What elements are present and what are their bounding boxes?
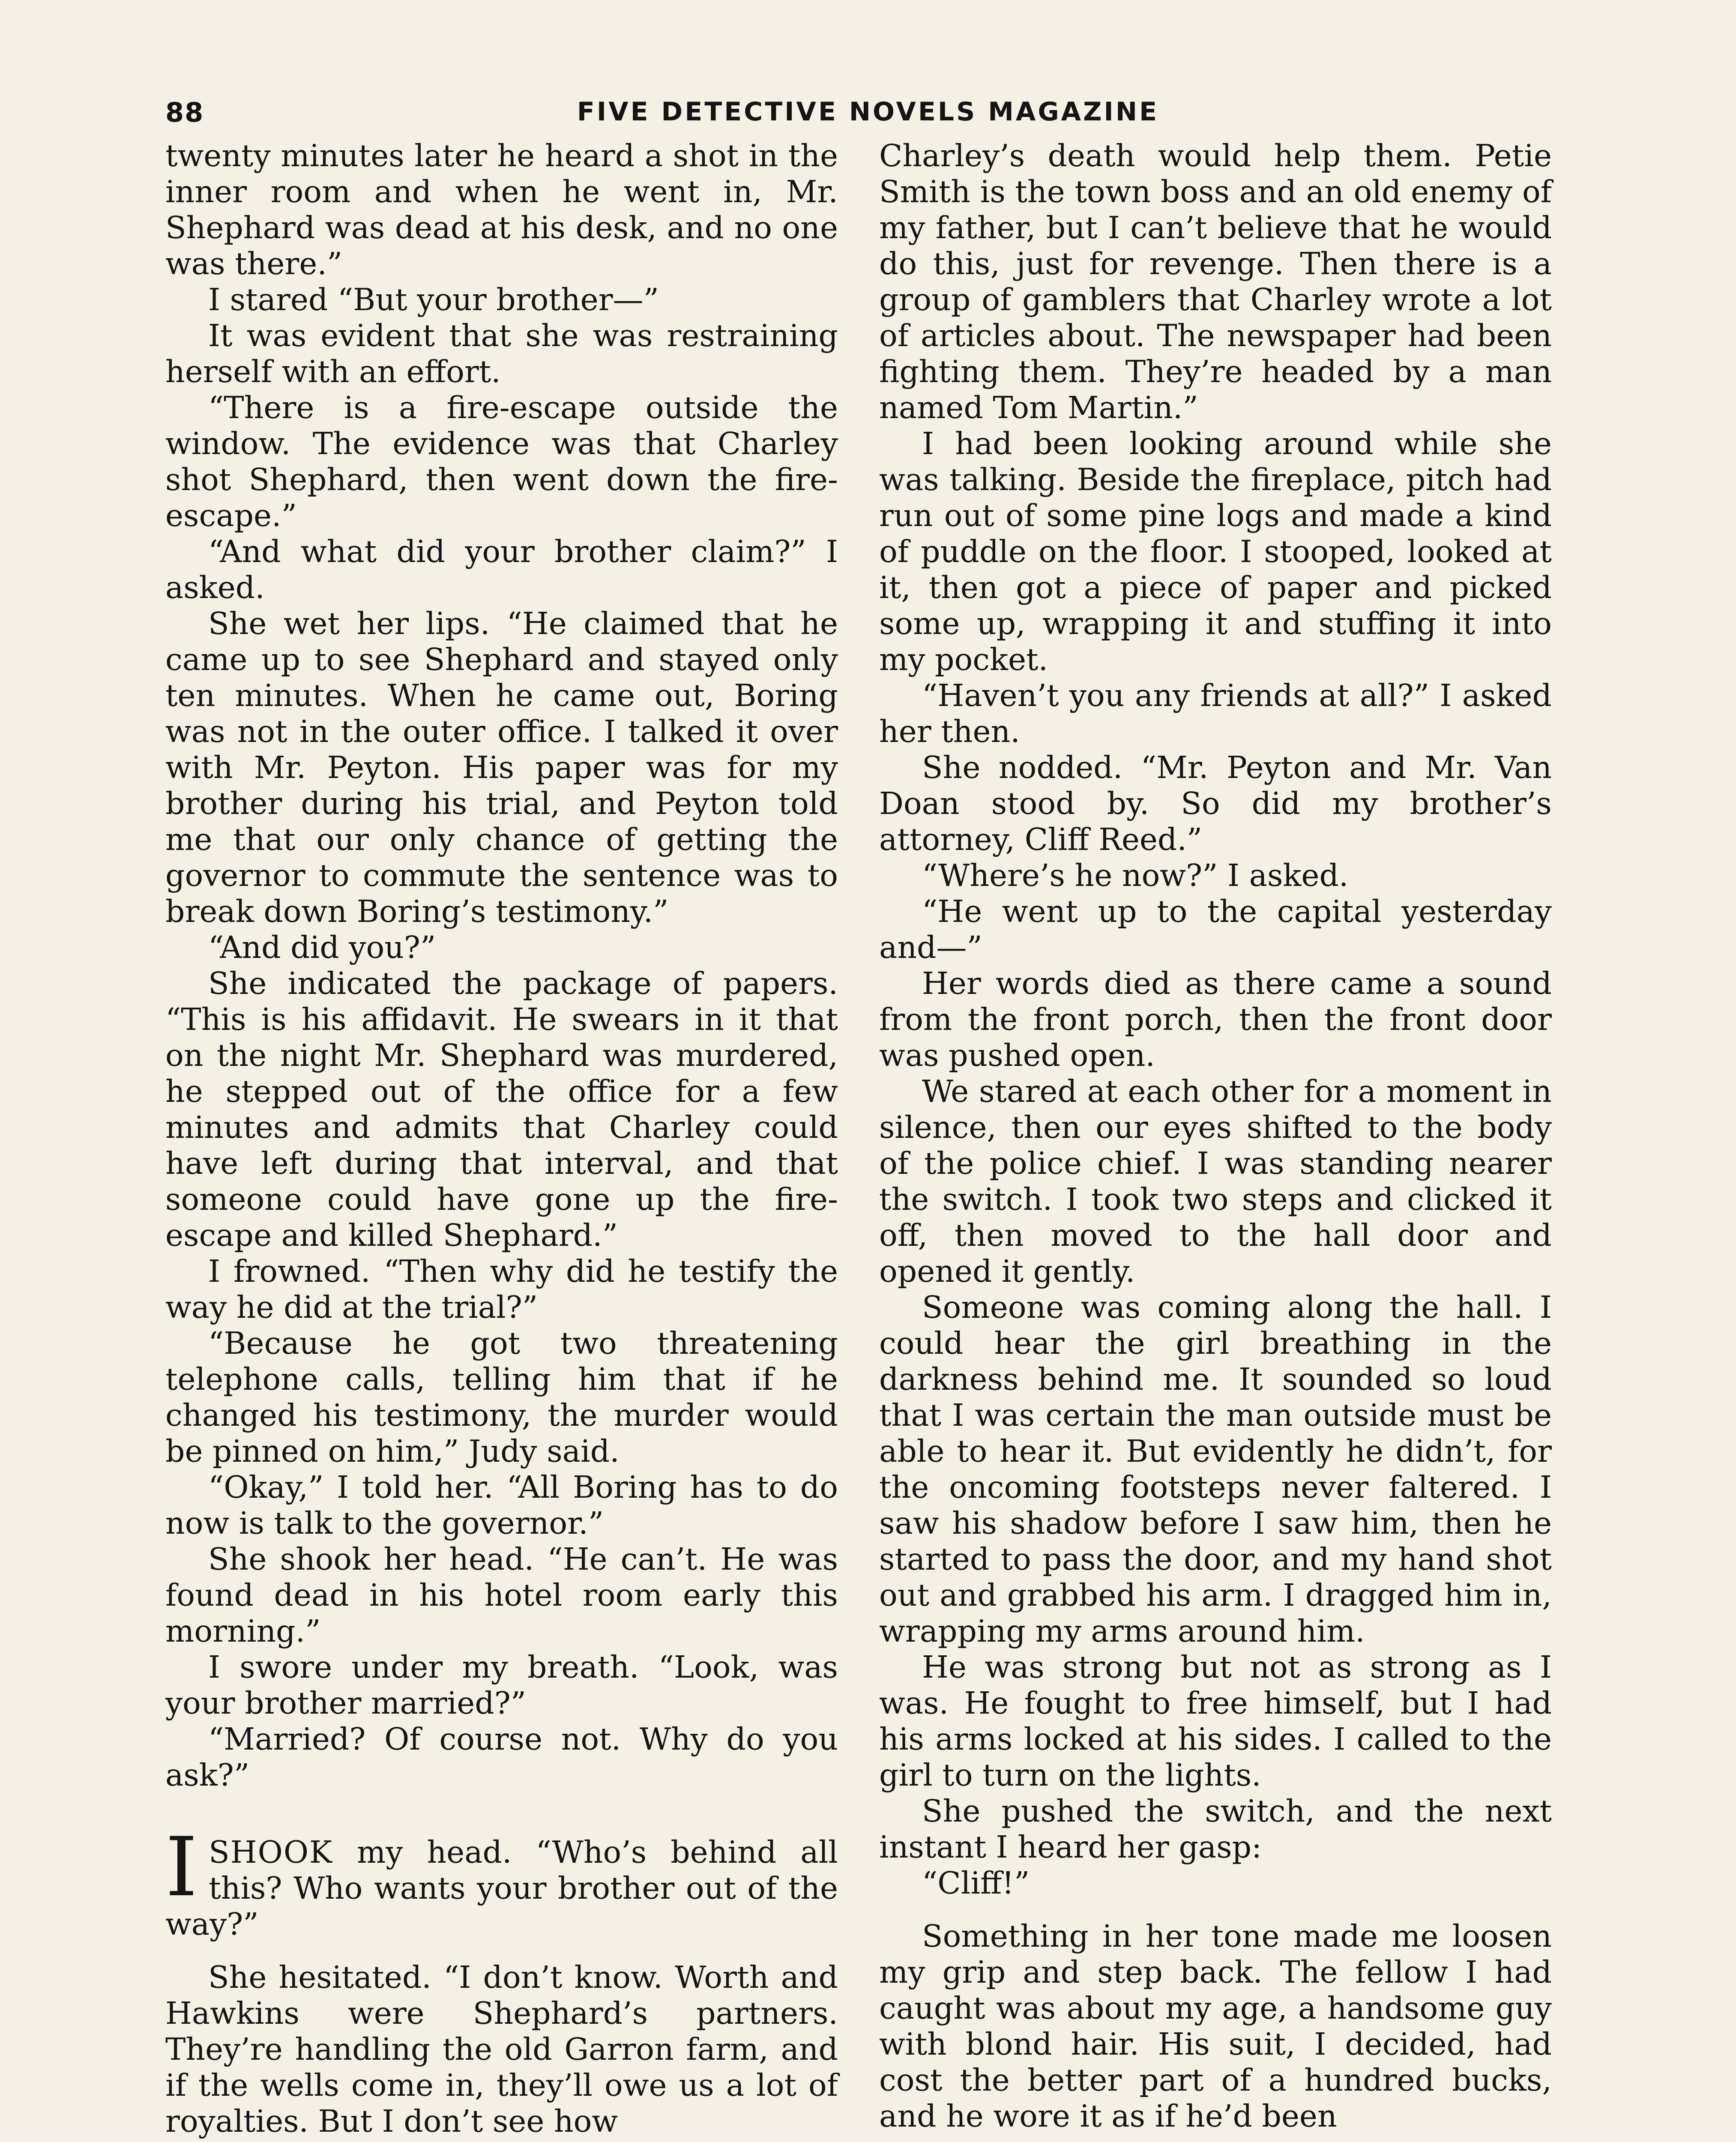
- paragraph: I had been looking around while she was talking. Beside the fireplace, pitch had run out of some pine logs and made a kind of puddle on the floor. I stooped, looked at it, then got a piece of paper and picked some up, wrapping it and stuffing it into my pocket.: [879, 426, 1552, 677]
- paragraph: twenty minutes later he heard a shot in the inner room and when he went in, Mr. Shephard was dead at his desk, and no one was there.”: [165, 138, 838, 281]
- paragraph: “Haven’t you any friends at all?” I asked her then.: [879, 678, 1552, 749]
- drop-cap: I: [165, 1820, 198, 1915]
- section-opening-paragraph: [165, 1820, 838, 1942]
- paragraph: “And what did your brother claim?” I asked.: [165, 534, 838, 605]
- paragraph: “Cliff!”: [922, 1865, 1030, 1901]
- running-title: FIVE DETECTIVE NOVELS MAGAZINE: [577, 97, 1159, 127]
- left-column: [165, 138, 838, 2139]
- paragraph: Something in her tone made me loosen my grip and step back. The fellow I had caught was about my age, a handsome guy with blond hair. His suit, I decided, had cost the better part of a hundred bucks, and he wore it as if he’d been: [879, 1918, 1552, 2134]
- paragraph: “Where’s he now?” I asked.: [922, 858, 1349, 893]
- right-column: [879, 138, 1552, 2134]
- paragraph: She shook her head. “He can’t. He was found dead in his hotel room early this morning.”: [165, 1541, 838, 1649]
- paragraph: We stared at each other for a moment in silence, then our eyes shifted to the body of the police chief. I was standing nearer the switch. I took two steps and clicked it off, then moved to the hall door and opened it gently.: [879, 1074, 1552, 1289]
- paragraph: “He went up to the capital yesterday and—”: [879, 894, 1552, 965]
- paragraph: She wet her lips. “He claimed that he came up to see Shephard and stayed only ten minutes. When he came out, Boring was not in the outer office. I talked it over with Mr. Peyton. His paper was for my brother during his trial, and Peyton told me that our only chance of getting the governor to commute the sentence was to break down Boring’s testimony.”: [165, 606, 838, 929]
- paragraph: “Okay,” I told her. “All Boring has to do now is talk to the governor.”: [165, 1469, 838, 1541]
- small-caps-lead: SHOOK: [209, 1834, 333, 1870]
- paragraph: It was evident that she was restraining herself with an effort.: [165, 318, 838, 389]
- paragraph: “And did you?”: [208, 930, 436, 965]
- paragraph: Her words died as there came a sound from the front porch, then the front door was pushed open.: [879, 966, 1552, 1073]
- page-number: 88: [165, 97, 204, 128]
- paragraph: Someone was coming along the hall. I could hear the girl breathing in the darkness behind me. It sounded so loud that I was certain the man outside must be able to hear it. But evidently he didn’t, for the oncoming footsteps never faltered. I saw his shadow before I saw him, then he started to pass the door, and my hand shot out and grabbed his arm. I dragged him in, wrapping my arms around him.: [879, 1289, 1552, 1649]
- section-opening-text: my head. “Who’s behind all this? Who wants your brother out of the way?”: [165, 1834, 838, 1942]
- paragraph: She nodded. “Mr. Peyton and Mr. Van Doan stood by. So did my brother’s attorney, Cliff Reed.”: [879, 750, 1552, 857]
- paragraph: She pushed the switch, and the next instant I heard her gasp:: [879, 1793, 1552, 1865]
- paragraph: I swore under my breath. “Look, was your brother married?”: [165, 1649, 838, 1721]
- paragraph: She indicated the package of papers. “This is his affidavit. He swears in it that on the night Mr. Shephard was murdered, he stepped out of the office for a few minutes and admits that Charley could have left during that interval, and that someone could have gone up the fire-escape and killed Shephard.”: [165, 966, 838, 1253]
- paragraph: He was strong but not as strong as I was. He fought to free himself, but I had his arms locked at his sides. I called to the girl to turn on the lights.: [879, 1649, 1552, 1793]
- paragraph: Charley’s death would help them. Petie Smith is the town boss and an old enemy of my father, but I can’t believe that he would do this, just for revenge. Then there is a group of gamblers that Charley wrote a lot of articles about. The newspaper had been fighting them. They’re headed by a man named Tom Martin.”: [879, 138, 1552, 425]
- paragraph: “There is a fire-escape outside the window. The evidence was that Charley shot Shephard, then went down the fire-escape.”: [165, 390, 838, 533]
- paragraph: I stared “But your brother—”: [208, 282, 659, 317]
- paragraph: She hesitated. “I don’t know. Worth and Hawkins were Shephard’s partners. They’re handling the old Garron farm, and if the wells come in, they’ll owe us a lot of royalties. But I don’t see how: [165, 1960, 838, 2139]
- paragraph: “Married? Of course not. Why do you ask?”: [165, 1721, 838, 1793]
- paragraph: I frowned. “Then why did he testify the way he did at the trial?”: [165, 1253, 838, 1325]
- paragraph: “Because he got two threatening telephone calls, telling him that if he changed his testimony, the murder would be pinned on him,” Judy said.: [165, 1325, 838, 1469]
